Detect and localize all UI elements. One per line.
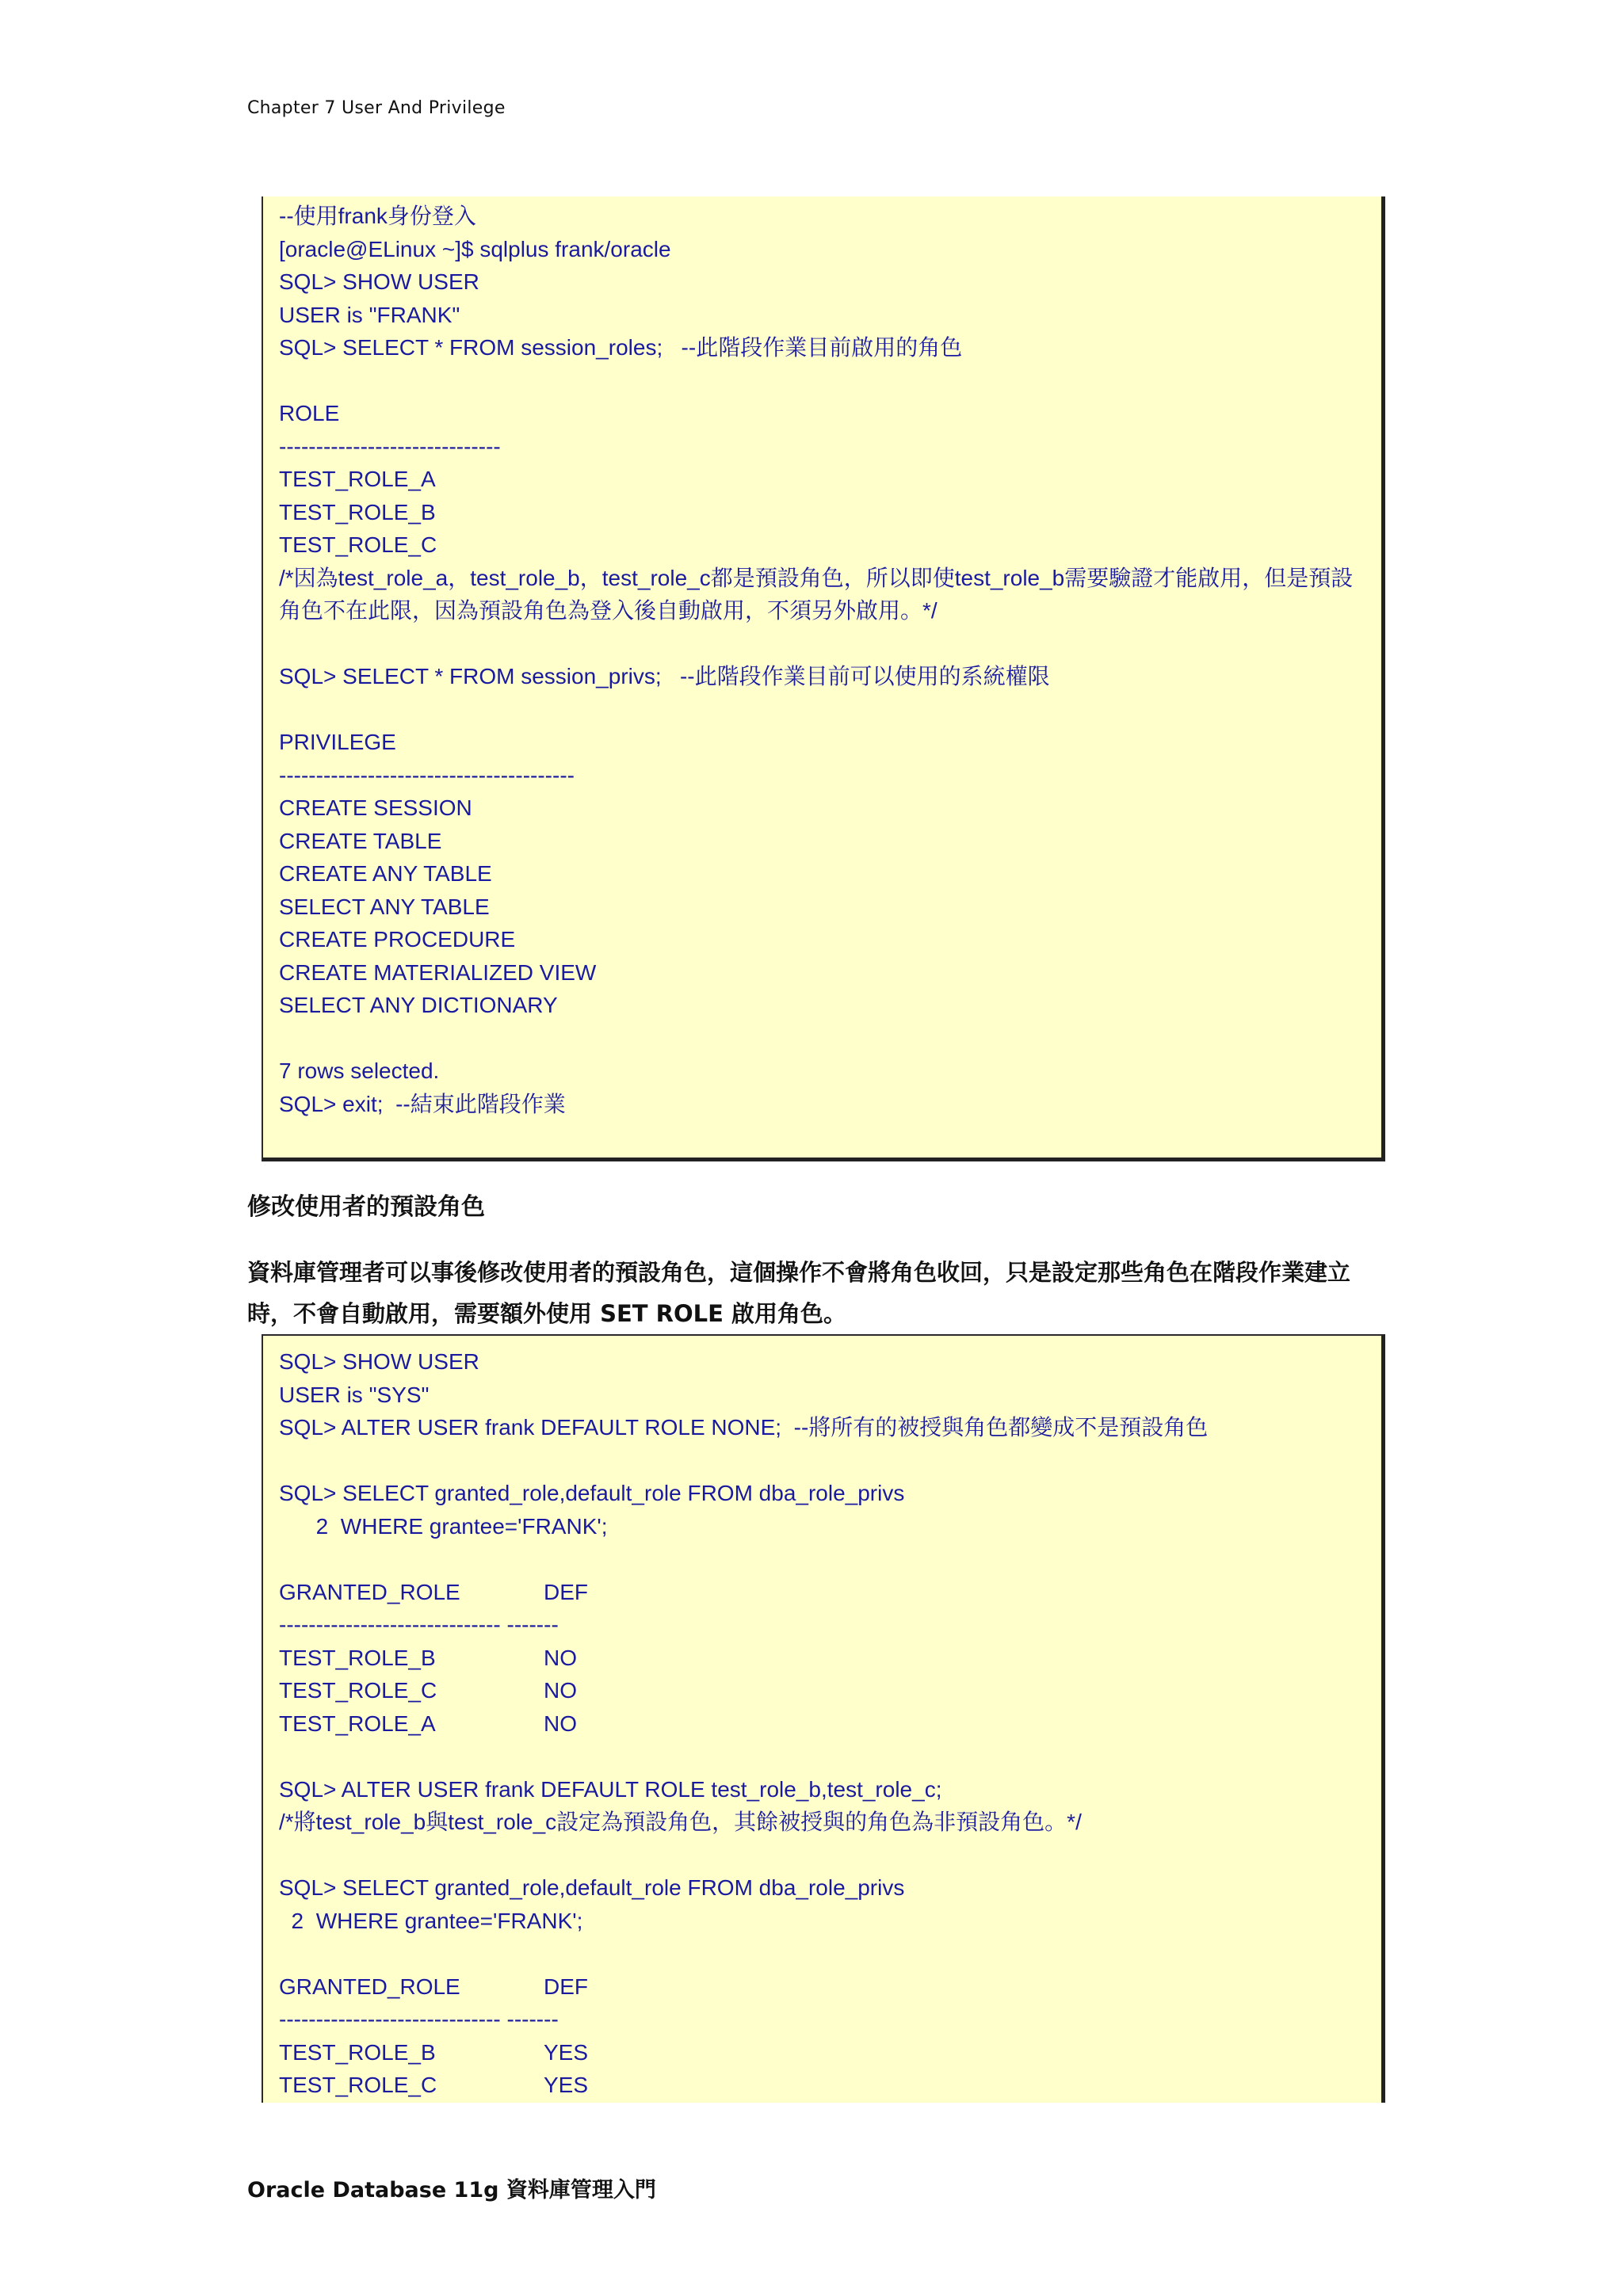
code-line: CREATE PROCEDURE [279,927,516,952]
code-line: ---------------------------------------- [279,762,575,788]
blank-line [279,1444,1381,1478]
table-row [279,1642,1381,1675]
blank-line [279,1022,1381,1055]
code-line: CREATE TABLE [279,828,442,853]
blank-line [279,1937,1381,1970]
table-cell: TEST_ROLE_C [279,1678,437,1703]
code-line: ------------------------------ [279,433,501,459]
code-block-2 [262,1334,1385,2103]
table-cell: TEST_ROLE_B [279,1645,436,1670]
table-cell: NO [544,1711,577,1736]
table-cell: NO [544,1645,577,1670]
table-header-cell: GRANTED_ROLE [279,1579,460,1604]
table-separator: ------------------------------ ------- [279,1612,559,1637]
table-separator: ------------------------------ ------- [279,2007,559,2031]
code-line: USER is "SYS" [279,1382,430,1407]
table-cell: NO [544,1678,577,1703]
section-paragraph: 資料庫管理者可以事後修改使用者的預設角色，這個操作不會將角色收回，只是設定那些角色在階段作業建立時，不會自動啟用，需要額外使用 SET ROLE 啟用角色。 [247,1259,1351,1327]
blank-line [279,627,1381,661]
code-line: --使用frank身份登入 [279,204,476,228]
code-line: 7 rows selected. [279,1058,440,1083]
table-header-cell: DEF [544,1579,588,1604]
code-line: SQL> SELECT * FROM session_roles; --此階段作業目前啟用的角色 [279,335,963,360]
code-line: PRIVILEGE [279,730,396,754]
blank-line [279,364,1381,398]
code-line: 2 WHERE grantee='FRANK'; [279,1513,608,1539]
code-line: TEST_ROLE_C [279,532,437,557]
code-line: ROLE [279,401,340,425]
code-line: SQL> SELECT granted_role,default_role FROM dba_role_privs [279,1481,905,1505]
table-cell: TEST_ROLE_B [279,2039,436,2065]
table-cell: YES [544,2039,589,2065]
code-line: TEST_ROLE_B [279,499,436,524]
table-row [279,2069,1381,2102]
code-line: SELECT ANY TABLE [279,894,490,919]
code-line: CREATE ANY TABLE [279,861,492,886]
code-lines [279,200,1381,1120]
code-line: USER is "FRANK" [279,302,460,327]
table-cell: TEST_ROLE_C [279,2073,437,2097]
table-row [279,1707,1381,1741]
code-line: SQL> SHOW USER [279,269,479,294]
page-footer: Oracle Database 11g 資料庫管理入門 [247,2178,656,2203]
table-row [279,2036,1381,2069]
chapter-header: Chapter 7 User And Privilege [247,98,506,118]
table-header-cell: GRANTED_ROLE [279,1974,460,1999]
table-row [279,1674,1381,1707]
blank-line [279,1839,1381,1872]
table-header-cell: DEF [544,1974,588,1999]
code-line: SQL> exit; --結束此階段作業 [279,1091,566,1116]
code-line: SQL> SELECT * FROM session_privs; --此階段作業目前可以使用的系統權限 [279,664,1050,688]
table-cell: TEST_ROLE_A [279,1711,436,1736]
code-line: /*將test_role_b與test_role_c設定為預設角色，其餘被授與的角色為非預設角色。*/ [279,1810,1082,1834]
table-cell: YES [544,2073,589,2097]
code-line: 2 WHERE grantee='FRANK'; [279,1908,583,1933]
blank-line [279,1740,1381,1773]
code-line: TEST_ROLE_A [279,467,436,491]
code-line: CREATE SESSION [279,795,472,820]
code-line: CREATE MATERIALIZED VIEW [279,959,597,985]
blank-line [279,693,1381,727]
section-heading: 修改使用者的預設角色 [247,1193,485,1221]
code-line: [oracle@ELinux ~]$ sqlplus frank/oracle [279,236,671,261]
blank-line [279,1543,1381,1576]
code-line: SQL> SHOW USER [279,1349,479,1374]
code-block-1 [262,196,1385,1161]
code-comment: /*因為test_role_a，test_role_b，test_role_c都是預設角色，所以即使test_role_b需要驗證才能啟用，但是預設角色不在此限，因為預設角色為登入後自動啟用，不須另外啟用。*/ [279,565,1354,623]
code-line: SELECT ANY DICTIONARY [279,993,558,1017]
table-header-row [279,1576,1381,1609]
code-line: SQL> ALTER USER frank DEFAULT ROLE NONE; --將所有的被授與角色都變成不是預設角色 [279,1415,1209,1440]
table-header-row [279,1970,1381,2004]
code-line: SQL> ALTER USER frank DEFAULT ROLE test_role_b,test_role_c; [279,1776,942,1802]
code-line: SQL> SELECT granted_role,default_role FROM dba_role_privs [279,1875,905,1900]
